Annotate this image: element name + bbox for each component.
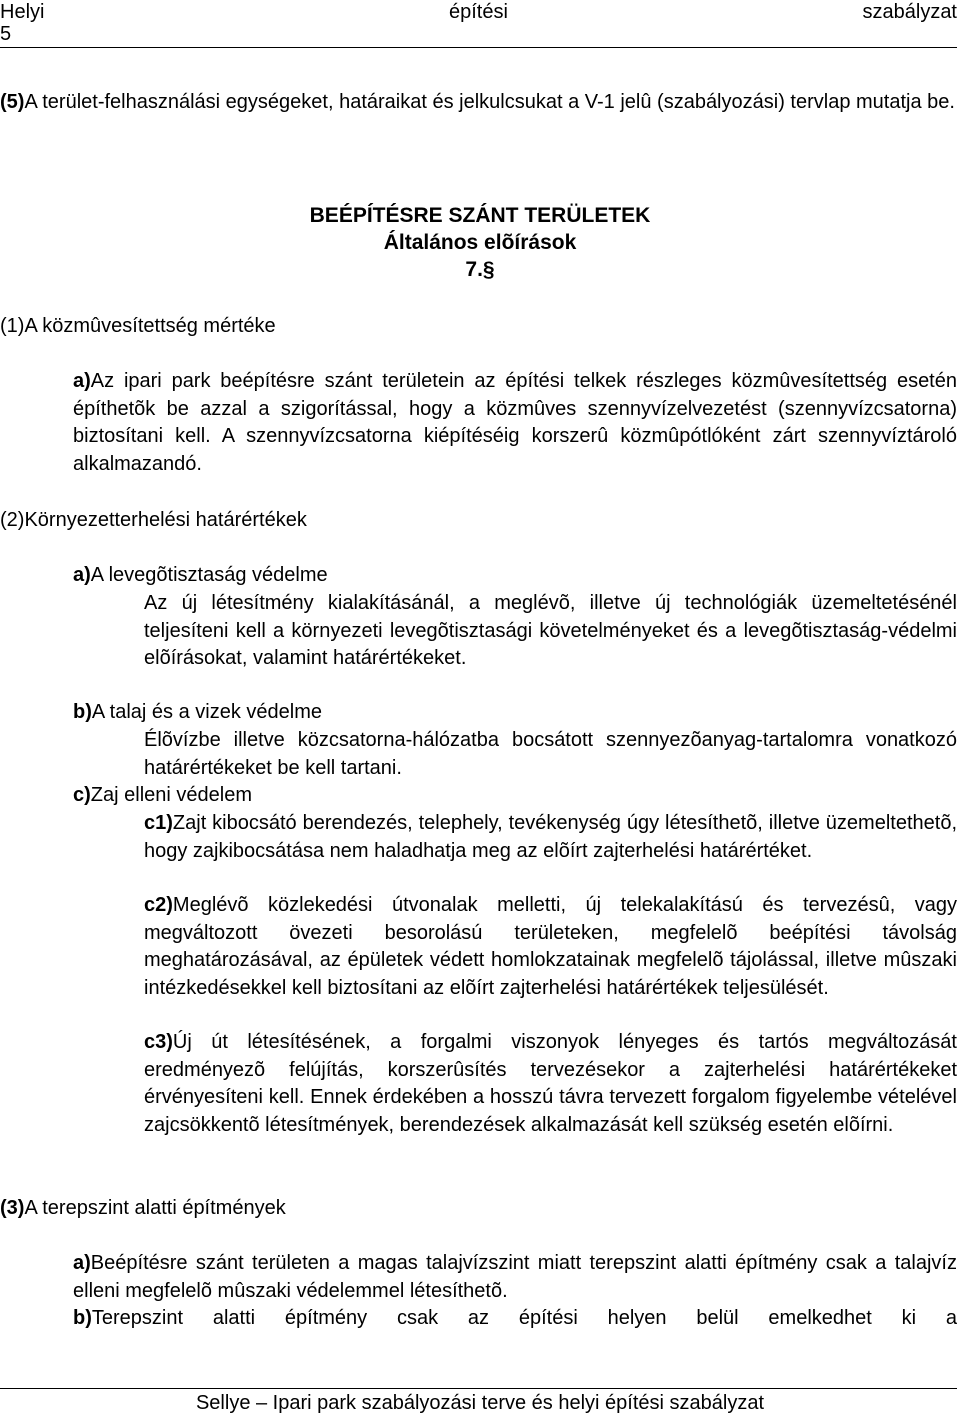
paragraph-2-c2 bbox=[144, 892, 957, 1002]
paragraph-5-label: (5) bbox=[0, 91, 25, 113]
paragraph-2-c3 bbox=[144, 1029, 957, 1139]
paragraph-1-a-text: Az ipari park beépítésre szánt területein az építési telkek részleges közmûvesítettség esetén építhetõk be azzal a szigorítással, hogy a közmûves szennyvízelvezetést (szennyvízcsatorna) biztosítani kell. A szennyvízcsatorna kiépítéséig korszerû közmûpótlóként zárt szennyvíztároló alkalmazandó. bbox=[73, 370, 957, 475]
paragraph-2-c-heading bbox=[73, 782, 957, 810]
paragraph-5-text: A terület-felhasználási egységeket, határaikat és jelkulcsukat a V-1 jelû (szabályozási) tervlap mutatja be. bbox=[24, 91, 955, 113]
header-center: építési bbox=[449, 1, 508, 23]
paragraph-3-a-label: a) bbox=[73, 1252, 91, 1274]
section-paragraph-number: 7.§ bbox=[465, 258, 495, 281]
paragraph-2-c-title: Zaj elleni védelem bbox=[90, 784, 252, 806]
paragraph-2-a-heading bbox=[73, 562, 957, 590]
paragraph-2-title: Környezetterhelési határértékek bbox=[24, 509, 307, 531]
paragraph-3-b-text: Terepszint alatti építmény csak az építési helyen belül emelkedhet ki a bbox=[91, 1307, 957, 1329]
paragraph-3-heading bbox=[0, 1195, 957, 1223]
paragraph-2-b-heading bbox=[73, 699, 957, 727]
paragraph-2-b-label: b) bbox=[73, 701, 92, 723]
paragraph-1-heading bbox=[0, 313, 957, 341]
header-left: Helyi bbox=[0, 1, 45, 23]
paragraph-1-a bbox=[73, 368, 957, 478]
paragraph-1-a-label: a) bbox=[73, 370, 91, 392]
paragraph-1-title: A közmûvesítettség mértéke bbox=[24, 315, 276, 337]
section-subtitle: Általános elõírások bbox=[383, 231, 577, 254]
section-title: BEÉPÍTÉSRE SZÁNT TERÜLETEK bbox=[309, 204, 651, 227]
header-right: szabályzat bbox=[862, 1, 957, 23]
paragraph-2-a-title: A levegõtisztaság védelme bbox=[90, 564, 328, 586]
paragraph-2-c-label: c) bbox=[73, 784, 91, 806]
paragraph-2-a-text: Az új létesítmény kialakításánál, a meglévõ, illetve új technológiák üzemeltetésénél teljesíteni kell a környezeti levegõtisztasági követelményeket és a levegõtisztaság-védelmi elõírásokat, valamint határértékeket. bbox=[144, 592, 957, 669]
paragraph-2-b-text: Élõvízbe illetve közcsatorna-hálózatba bocsátott szennyezõanyag-tartalomra vonatkozó határértékeket be kell tartani. bbox=[144, 729, 957, 779]
page-header bbox=[0, 0, 960, 52]
footer-rule bbox=[0, 1388, 957, 1389]
paragraph-2-a-label: a) bbox=[73, 564, 91, 586]
paragraph-3-a bbox=[73, 1250, 957, 1305]
paragraph-5 bbox=[0, 89, 957, 117]
paragraph-3-b bbox=[73, 1305, 957, 1333]
paragraph-2-c1-label: c1) bbox=[144, 812, 173, 834]
paragraph-3-label: (3) bbox=[0, 1197, 25, 1219]
paragraph-2-c3-text: Új út létesítésének, a forgalmi viszonyok lényeges és tartós megváltozását eredményezõ felújítás, korszerûsítés tervezésekor a zajterhelési határértékeket érvényesíteni kell. Ennek érdekében a hosszú távra tervezett forgalom figyelembe vételével zajcsökkentõ létesítmények, berendezések alkalmazását kell szükség esetén elõírni. bbox=[144, 1031, 957, 1136]
header-rule bbox=[0, 47, 957, 48]
page-footer: Sellye – Ipari park szabályozási terve és helyi építési szabályzat bbox=[195, 1392, 765, 1414]
paragraph-2-heading bbox=[0, 507, 957, 535]
paragraph-2-c1-text: Zajt kibocsátó berendezés, telephely, tevékenység úgy létesíthetõ, illetve üzemeltethetõ, hogy zajkibocsátása nem haladhatja meg az elõírt zajterhelési határértéket. bbox=[144, 812, 957, 862]
paragraph-2-c2-label: c2) bbox=[144, 894, 173, 916]
paragraph-2-c2-text: Meglévõ közlekedési útvonalak melletti, új telekalakítású és tervezésû, vagy megváltozott övezeti besorolású területeken, megfelelõ beépítési távolság meghatározásával, az épületek védett homlokzatainak megfelelõ tájolással, illetve mûszaki intézkedésekkel kell biztosítani az elõírt zajterhelési határértékek teljesülését. bbox=[144, 894, 957, 999]
paragraph-3-b-label: b) bbox=[73, 1307, 92, 1329]
paragraph-3-a-text: Beépítésre szánt területen a magas talajvízszint miatt terepszint alatti építmény csak a talajvíz elleni megfelelõ mûszaki védelemmel létesíthetõ. bbox=[73, 1252, 957, 1302]
paragraph-2-label: (2) bbox=[0, 509, 25, 531]
paragraph-2-c3-label: c3) bbox=[144, 1031, 173, 1053]
paragraph-3-title: A terepszint alatti építmények bbox=[24, 1197, 286, 1219]
paragraph-2-c1 bbox=[144, 810, 957, 865]
paragraph-1-label: (1) bbox=[0, 315, 25, 337]
page-number: 5 bbox=[0, 23, 12, 45]
paragraph-2-b-title: A talaj és a vizek védelme bbox=[91, 701, 323, 723]
